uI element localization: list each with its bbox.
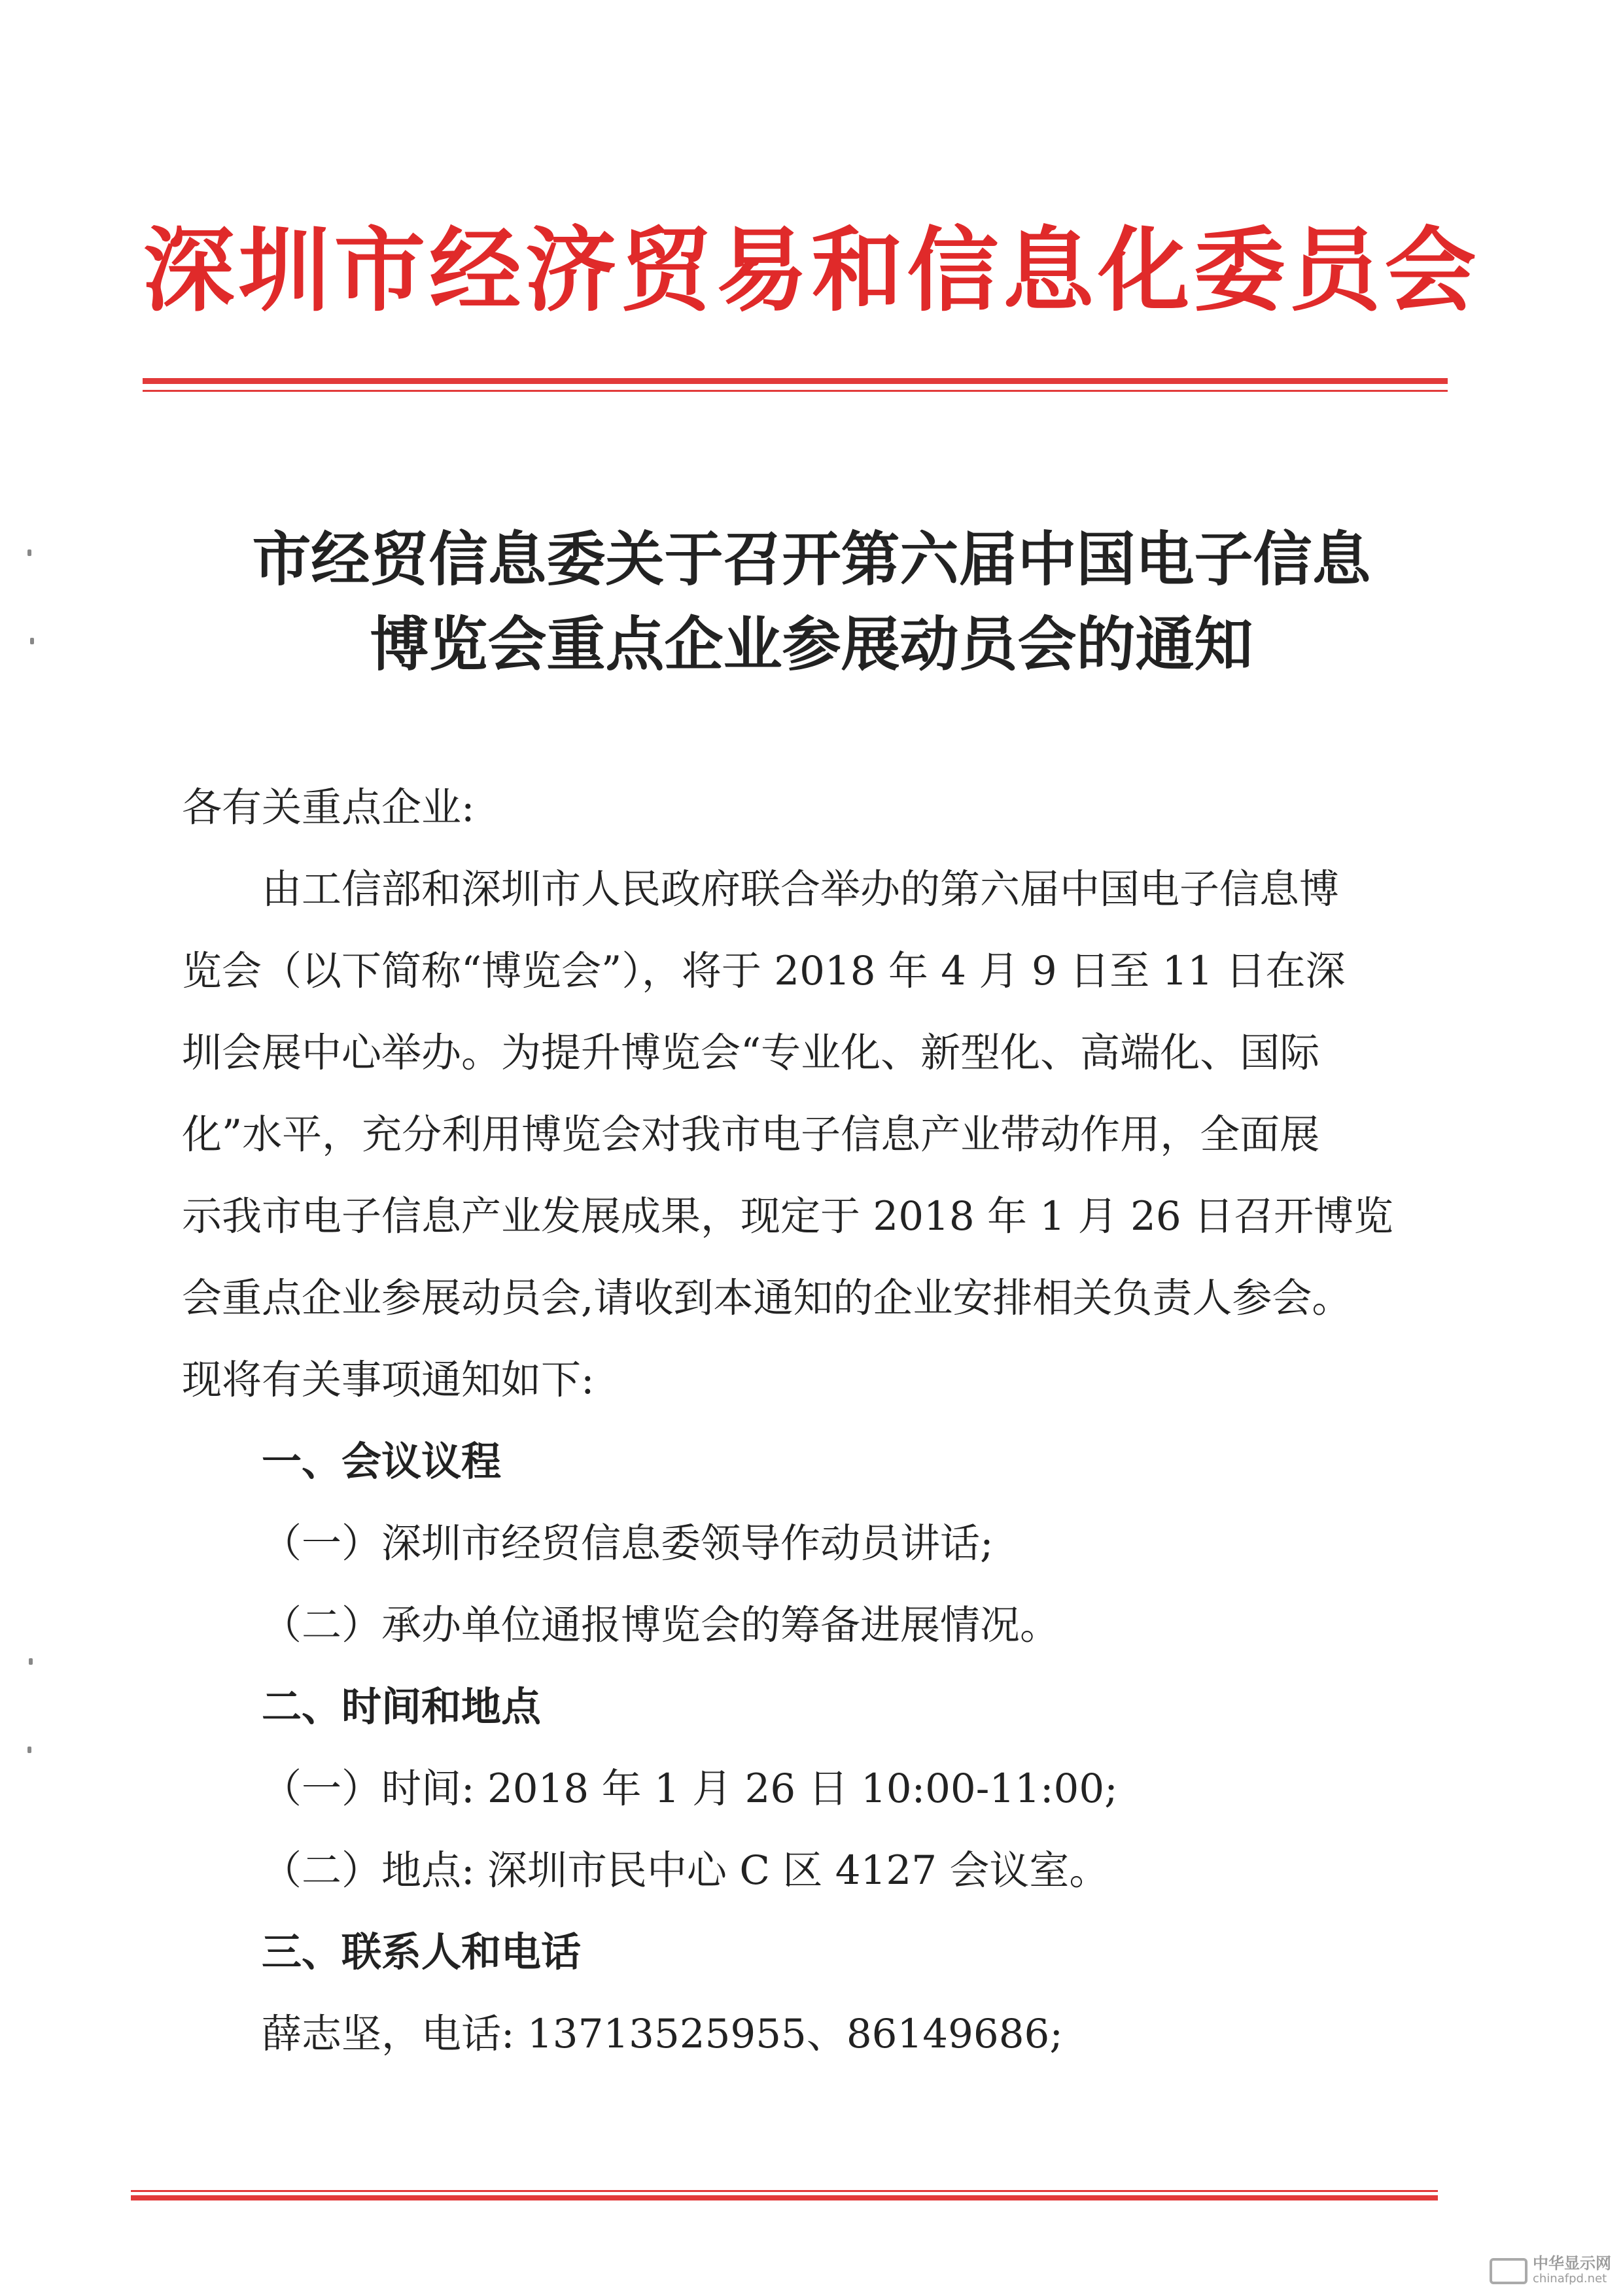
paragraph-line: 现将有关事项通知如下: <box>182 1357 595 1403</box>
section-heading-contact: 三、联系人和电话 <box>262 1929 582 1975</box>
monitor-icon <box>1490 2258 1527 2284</box>
paragraph-line: 由工信部和深圳市人民政府联合举办的第六届中国电子信息博 <box>182 866 1340 913</box>
time-item: （一）时间: 2018 年 1 月 26 日 10:00-11:00; <box>262 1765 1118 1812</box>
paragraph-line: 示我市电子信息产业发展成果，现定于 2018 年 1 月 26 日召开博览 <box>182 1193 1394 1240</box>
watermark <box>1490 2255 1611 2287</box>
document-title-line-2: 博览会重点企业参展动员会的通知 <box>370 610 1253 679</box>
scan-mark <box>27 549 31 556</box>
letterhead: 深圳市经济贸易和信息化委员会 <box>143 218 1480 324</box>
paragraph-line: 圳会展中心举办。为提升博览会“专业化、新型化、高端化、国际 <box>182 1030 1320 1076</box>
watermark-main: 中华显示网 <box>1533 2254 1611 2272</box>
agenda-item: （二）承办单位通报博览会的筹备进展情况。 <box>262 1602 1060 1648</box>
paragraph-line: 览会（以下简称“博览会”），将于 2018 年 4 月 9 日至 11 日在深 <box>182 948 1346 994</box>
contact-line: 薛志坚，电话: 13713525955、86149686; <box>262 2011 1063 2057</box>
document-title-line-1: 市经贸信息委关于召开第六届中国电子信息 <box>252 525 1371 594</box>
salutation: 各有关重点企业: <box>182 784 475 831</box>
letterhead-rule-thick <box>143 378 1448 384</box>
paragraph-line: 化”水平，充分利用博览会对我市电子信息产业带动作用，全面展 <box>182 1111 1320 1158</box>
place-item: （二）地点: 深圳市民中心 C 区 4127 会议室。 <box>262 1847 1109 1894</box>
scan-mark <box>29 1658 33 1665</box>
section-heading-time-place: 二、时间和地点 <box>262 1684 542 1730</box>
watermark-text <box>1533 2255 1611 2287</box>
scan-mark <box>27 1747 31 1753</box>
section-heading-agenda: 一、会议议程 <box>262 1438 502 1485</box>
footer-rule-thin <box>131 2190 1438 2192</box>
letterhead-rule-thin <box>143 390 1448 392</box>
agenda-item: （一）深圳市经贸信息委领导作动员讲话; <box>262 1520 994 1567</box>
scan-mark <box>30 638 34 644</box>
watermark-sub: chinafpd.net <box>1533 2272 1607 2286</box>
footer-rule-thick <box>131 2195 1438 2200</box>
paragraph-line: 会重点企业参展动员会,请收到本通知的企业安排相关负责人参会。 <box>182 1275 1352 1321</box>
